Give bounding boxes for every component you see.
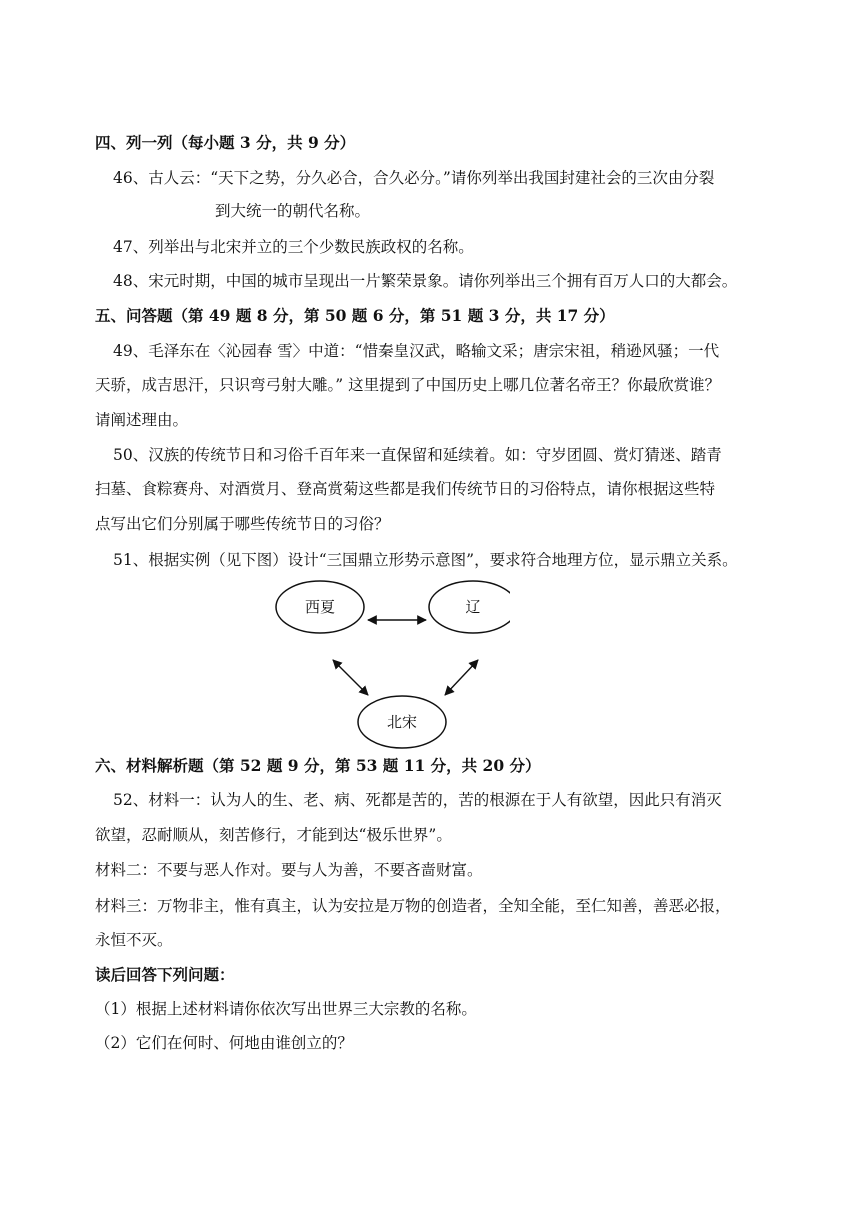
question-50-line-3: 点写出它们分别属于哪些传统节日的习俗？ xyxy=(95,515,390,533)
question-48: 48、宋元时期，中国的城市呈现出一片繁荣景象。请你列举出三个拥有百万人口的大都会。 xyxy=(113,272,738,290)
question-49: 49、毛泽东在〈沁园春 雪〉中道：“惜秦皇汉武，略输文采；唐宗宋祖，稍逊风骚；一代 xyxy=(113,342,720,360)
arrow-liao-beisong xyxy=(445,660,478,695)
section-4-heading: 四、列一列（每小题 3 分，共 9 分） xyxy=(95,133,356,152)
diagram-svg xyxy=(270,580,510,760)
material-2: 材料二：不要与恶人作对。要与人为善，不要吝啬财富。 xyxy=(95,861,483,879)
node-beisong-label: 北宋 xyxy=(386,713,418,731)
sub-question-2: （2）它们在何时、何地由谁创立的？ xyxy=(95,1034,353,1052)
question-51: 51、根据实例（见下图）设计“三国鼎立形势示意图”，要求符合地理方位，显示鼎立关系。 xyxy=(113,551,738,569)
question-46-continued: 到大统一的朝代名称。 xyxy=(215,202,371,220)
node-xixia-label: 西夏 xyxy=(304,598,336,616)
material-3: 材料三：万物非主，惟有真主，认为安拉是万物的创造者，全知全能，至仁知善，善恶必报， xyxy=(95,897,731,915)
section-5-heading: 五、问答题（第 49 题 8 分，第 50 题 6 分，第 51 题 3 分，共 17 分） xyxy=(95,306,615,325)
arrow-xixia-beisong xyxy=(333,660,368,695)
three-kingdoms-diagram xyxy=(270,580,510,760)
section-6-heading: 六、材料解析题（第 52 题 9 分，第 53 题 11 分，共 20 分） xyxy=(95,756,541,775)
sub-question-1: （1）根据上述材料请你依次写出世界三大宗教的名称。 xyxy=(95,1000,477,1018)
read-and-answer-heading: 读后回答下列问题： xyxy=(95,965,235,984)
question-49-line-2: 天骄，成吉思汗，只识弯弓射大雕。” 这里提到了中国历史上哪几位著名帝王？你最欣赏谁？ xyxy=(95,376,721,394)
question-52-material-1: 52、材料一：认为人的生、老、病、死都是苦的，苦的根源在于人有欲望，因此只有消灭 xyxy=(113,791,722,809)
question-50: 50、汉族的传统节日和习俗千百年来一直保留和延续着。如：守岁团圆、赏灯猜迷、踏青 xyxy=(113,446,722,464)
question-46: 46、古人云：“天下之势，分久必合，合久必分。”请你列举出我国封建社会的三次由分裂 xyxy=(113,169,715,187)
question-47: 47、列举出与北宋并立的三个少数民族政权的名称。 xyxy=(113,238,474,256)
question-49-line-3: 请阐述理由。 xyxy=(95,411,189,429)
question-52-material-1-continued: 欲望，忍耐顺从，刻苦修行，才能到达“极乐世界”。 xyxy=(95,826,452,844)
question-50-line-2: 扫墓、食粽赛舟、对酒赏月、登高赏菊这些都是我们传统节日的习俗特点，请你根据这些特 xyxy=(95,480,716,498)
node-liao-label: 辽 xyxy=(465,598,481,616)
material-3-continued: 永恒不灭。 xyxy=(95,931,173,949)
